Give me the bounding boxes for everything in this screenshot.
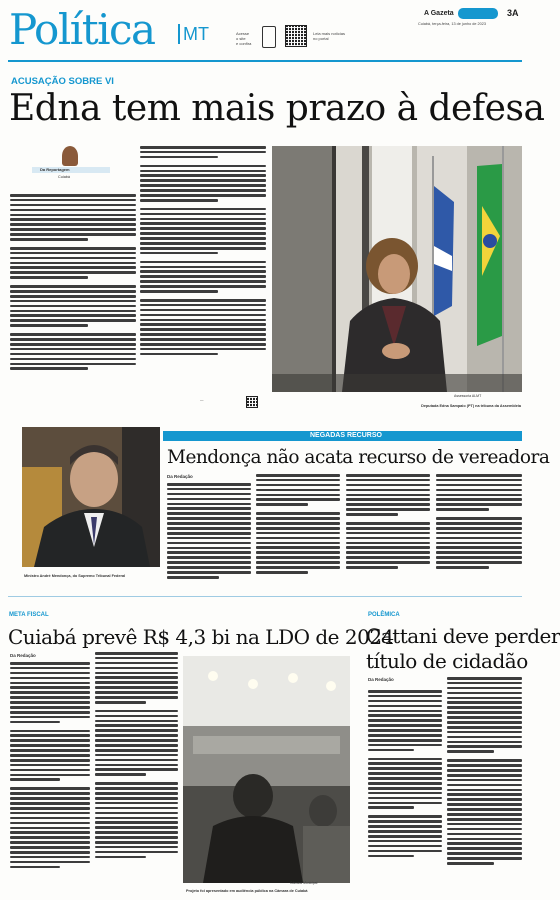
qr-label: —	[200, 398, 204, 402]
headline-line-2: título de cidadão	[366, 649, 528, 673]
brand-logo: A Gazeta	[424, 10, 454, 17]
section-title: Política	[9, 5, 155, 54]
byline: Da Redação	[368, 677, 394, 682]
author-role: Cuiabá	[58, 175, 71, 179]
kicker: POLÊMICA	[368, 612, 400, 618]
article-body-col-2	[447, 677, 522, 894]
photo-cuiaba-svg	[183, 656, 350, 883]
page-number: 3A	[507, 8, 519, 18]
brand-logo-mark	[458, 8, 498, 19]
photo-caption: Deputada Edna Sampaio (PT) na tribuna da Assembleia	[421, 404, 521, 408]
photo-cuiaba	[183, 656, 350, 883]
kicker: ACUSAÇÃO SOBRE VI	[11, 76, 114, 87]
article-body-col-1	[368, 690, 442, 894]
photo-mendonca-svg	[22, 427, 160, 567]
kicker: META FISCAL	[9, 612, 49, 618]
section-suffix: MT	[178, 24, 209, 44]
edition-date: Cuiabá, terça-feira, 13 de junho de 2023	[418, 22, 486, 26]
headline: Mendonça não acata recurso de vereadora	[167, 447, 550, 468]
section-divider	[8, 596, 522, 597]
article-body-col-1	[167, 483, 251, 581]
article-body-col-3	[346, 474, 430, 581]
photo-mendonca	[22, 427, 160, 567]
masthead	[0, 0, 530, 62]
photo-caption: Projeto foi apresentado em audiência pública na Câmara de Cuiabá	[186, 889, 308, 893]
qr-code-icon	[246, 396, 258, 408]
headline: Edna tem mais prazo à defesa	[9, 88, 545, 129]
article-body-col-1	[10, 194, 136, 416]
photo-caption: Ministro André Mendonça, do Supremo Tribunal Federal	[24, 574, 126, 578]
headline: Cuiabá prevê R$ 4,3 bi na LDO de 2024	[8, 625, 394, 649]
kicker: NEGADAS RECURSO	[310, 432, 382, 439]
phone-icon	[262, 26, 276, 48]
article-body-col-4	[436, 474, 522, 581]
photo-edna-svg	[272, 146, 522, 392]
article-body-col-1	[10, 662, 90, 894]
photo-credit: Assessoria ALMT	[454, 394, 482, 398]
masthead-rule	[8, 60, 522, 62]
qr-code-icon	[285, 25, 307, 47]
promo-left: Acesse o site e confira	[236, 31, 252, 46]
byline: Da Redação	[167, 474, 193, 479]
article-body-col-2	[256, 474, 340, 581]
promo-right: Leia mais notícias no portal	[313, 31, 346, 41]
article-body-col-2	[140, 146, 266, 392]
photo-edna	[272, 146, 522, 392]
article-body-col-2	[95, 652, 178, 894]
photo-credit: Câmara Municipal	[290, 881, 318, 885]
author-name: Da Reportagem	[40, 167, 70, 172]
byline: Da Redação	[10, 653, 36, 658]
author-avatar	[62, 146, 78, 166]
headline-line-1: Cattani deve perder	[366, 624, 560, 648]
